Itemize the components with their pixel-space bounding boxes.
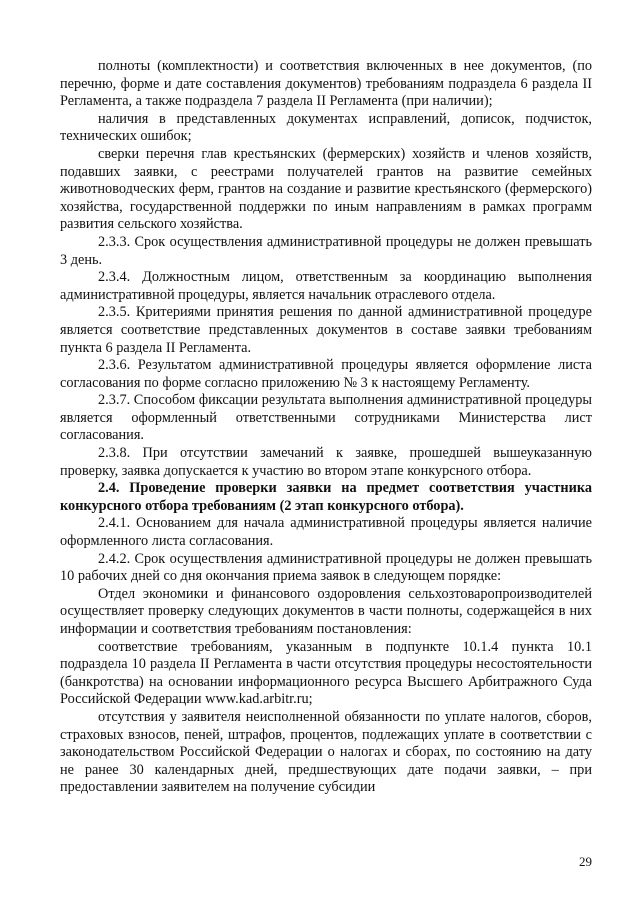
paragraph-2-3-7: 2.3.7. Способом фиксации результата выполнения административной процедуры является оформленный ответственными сотрудниками Министерства лист согласования. [60, 392, 592, 444]
paragraph-bankruptcy-check: соответствие требованиям, указанным в подпункте 10.1.4 пункта 10.1 подраздела 10 раздела II Регламента в части отсутствия процедуры несостоятельности (банкротства) на основании информационного ресурса Высшего Арбитражного Суда Российской Федерации www.kad.arbitr.ru; [60, 638, 592, 708]
paragraph-corrections-check: наличия в представленных документах исправлений, дописок, подчисток, технических ошибок; [60, 110, 592, 145]
paragraph-2-3-3: 2.3.3. Срок осуществления административной процедуры не должен превышать 3 день. [60, 233, 592, 268]
paragraph-2-4-1: 2.4.1. Основанием для начала административной процедуры является наличие оформленного листа согласования. [60, 515, 592, 550]
paragraph-2-4-2: 2.4.2. Срок осуществления административной процедуры не должен превышать 10 рабочих дней со дня окончания приема заявок в следующем порядке: [60, 550, 592, 585]
paragraph-tax-debt-check: отсутствия у заявителя неисполненной обязанности по уплате налогов, сборов, страховых взносов, пеней, штрафов, процентов, подлежащих уплате в соответствии с законодательством Российской Федерации о налогах и сборах, по состоянию на дату не ранее 30 календарных дней, предшествующих дате подачи заявки, – при предоставлении заявителем на получение субсидии [60, 708, 592, 796]
paragraph-2-3-4: 2.3.4. Должностным лицом, ответственным за координацию выполнения административной процедуры, является начальник отраслевого отдела. [60, 269, 592, 303]
paragraph-2-3-5: 2.3.5. Критериями принятия решения по данной административной процедуре является соответствие представленных документов в составе заявки требованиям пункта 6 раздела II Регламента. [60, 304, 592, 356]
paragraph-completeness-check: полноты (комплектности) и соответствия включенных в нее документов, (по перечню, форме и дате составления документов) требованиям подраздела 6 раздела II Регламента, а также подраздела 7 раздела II Регламента (при наличии); [60, 58, 592, 110]
document-body [60, 58, 592, 797]
paragraph-economics-department: Отдел экономики и финансового оздоровления сельхозтоваропроизводителей осуществляет проверку следующих документов в части полноты, содержащейся в них информации и соответствия требованиям постановления: [60, 585, 592, 637]
paragraph-2-3-8: 2.3.8. При отсутствии замечаний к заявке, прошедшей вышеуказанную проверку, заявка допускается к участию во втором этапе конкурсного отбора. [60, 445, 592, 479]
section-heading-2-4: 2.4. Проведение проверки заявки на предмет соответствия участника конкурсного отбора требованиям (2 этап конкурсного отбора). [60, 480, 592, 514]
paragraph-registry-check: сверки перечня глав крестьянских (фермерских) хозяйств и членов хозяйств, подавших заявки, с реестрами получателей грантов на развитие семейных животноводческих ферм, грантов на создание и развитие крестьянского (фермерского) хозяйства, государственной поддержки по иным направлениям в рамках программ развития сельского хозяйства. [60, 145, 592, 233]
paragraph-2-3-6: 2.3.6. Результатом административной процедуры является оформление листа согласования по форме согласно приложению № 3 к настоящему Регламенту. [60, 357, 592, 391]
page-number: 29 [579, 854, 592, 869]
